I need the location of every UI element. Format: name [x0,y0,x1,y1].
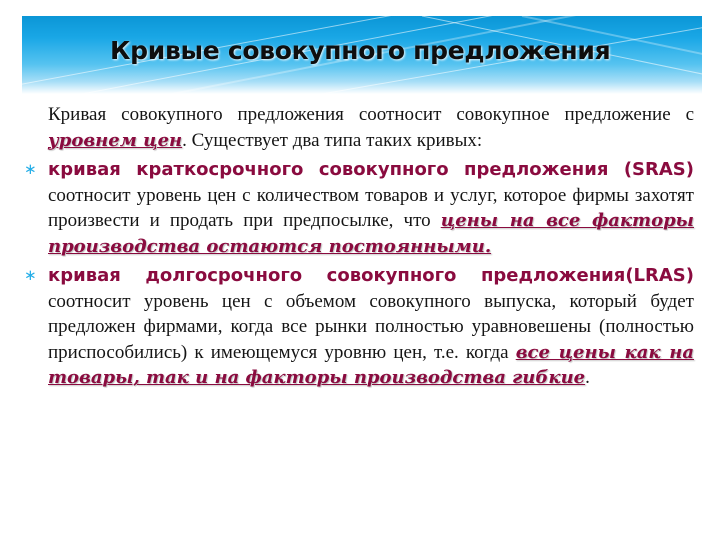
lras-emphasis: все цены как на товары, так и на факторы производства гибкие [48,341,694,388]
intro-paragraph [48,102,694,153]
title-band [22,16,702,94]
list-item-lras [24,263,694,391]
sras-term: кривая краткосрочного совокупного предложения (SRAS) [48,159,694,180]
slide-title: Кривые совокупного предложения [110,36,611,65]
lras-text-end: . [585,367,590,388]
sras-text: соотносит уровень цен с количеством товаров и услуг, которое фирмы захотят произвести и продать при предпосылке, что [48,184,694,231]
sras-emphasis: цены на все факторы производства остаются постоянными. [48,210,694,257]
intro-text-start: Кривая совокупного предложения соотносит совокупное предложение с [48,104,694,125]
intro-emphasis: уровнем цен [48,129,183,151]
lras-term: кривая долгосрочного совокупного предложения(LRAS) [48,265,694,286]
list-item-sras [24,157,694,259]
lras-text: соотносит уровень цен с объемом совокупного выпуска, который будет предложен фирмами, когда все рынки полностью уравновешены (полностью приспособились) к имеющемуся уровню цен, т.е. когда [48,290,694,363]
slide-content [24,102,694,391]
bullet-asterisk-icon: ∗ [24,266,37,284]
intro-text-end: . Существует два типа таких кривых: [182,129,483,151]
bullet-asterisk-icon: ∗ [24,160,37,178]
